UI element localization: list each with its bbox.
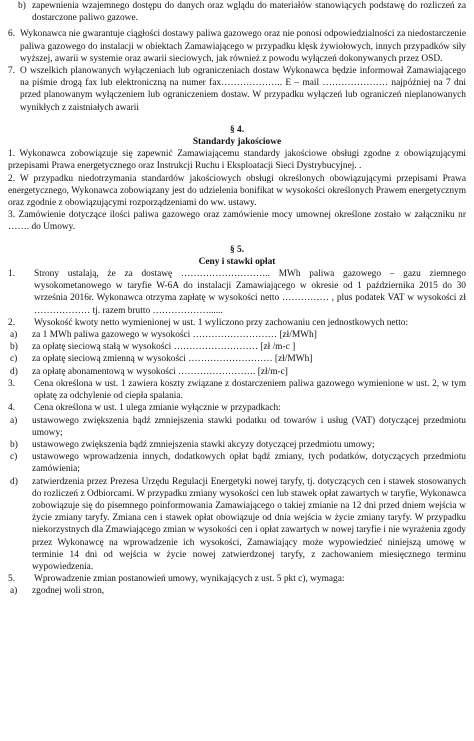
sub-item-label: d) xyxy=(10,366,18,377)
section-4-paragraph-1: 1. Wykonawca zobowiązuje się zapewnić Zamawiającemu standardy jakościowe obsługi zgodne z obowiązującymi przepisami Prawa energetycznego oraz Instrukcji Ruchu i Eksploatacji Sieci Dystrybucyjnej. . xyxy=(8,149,466,172)
section-5-item-5 xyxy=(8,573,466,585)
item-text: Strony ustalają, że za dostawę ……………………….. MWh paliwa gazowego – gazu ziemnego wysokometanowego w taryfie W-6A do instalacji Zamawiającego w okresie od 1 października 2015 do 30 września 2016r. Wykonawca otrzyma zapłatę w wysokości netto …………… , plus podatek VAT w wysokości zł ……………… tj. razem brutto ………………...... xyxy=(34,269,466,316)
list-item-b xyxy=(8,0,466,24)
section-4-paragraph-2: 2. W przypadku niedotrzymania standardów jakościowych obsługi określonych obowiązującymi przepisami Prawa energetycznego, Wykonawca zobowiązany jest do udzielenia bonifikat w wysokości określonych Prawem energetycznym oraz zgodnie z obowiązującymi rozporządzeniami do ww. ustawy. xyxy=(8,173,466,209)
section-5-item-2 xyxy=(8,317,466,329)
sub-item-text: ustawowego wprowadzenia innych, dodatkowych opłat bądź zmiany, tych podatków, dotyczących przedmiotu zamówienia; xyxy=(32,452,466,475)
sub-item-label: a) xyxy=(10,330,18,341)
section-5-item-3 xyxy=(8,378,466,402)
item-number: 2. xyxy=(8,317,16,328)
section-5-item-4 xyxy=(8,402,466,414)
sub-item-text: za opłatę sieciową stałą w wysokości ……………………… [zł /m-c ] xyxy=(32,342,296,353)
section-5-item-5-a xyxy=(8,585,466,597)
section-5-item-4-d xyxy=(8,476,466,574)
section-5-item-2-b xyxy=(8,341,466,353)
sub-item-text: ustawowego zwiększenia bądź zmniejszenia stawki podatku od towarów i usług (VAT) dotyczącej przedmiotu umowy; xyxy=(32,415,466,438)
section-5-item-1 xyxy=(8,268,466,317)
section-4-paragraph-3: 3. Zamówienie dotyczące ilości paliwa gazowego oraz zamówienie mocy umownej określone zostało w załączniku nr ……. do Umowy. xyxy=(8,210,466,233)
sub-item-label: b) xyxy=(10,439,18,450)
section-4-number: § 4. xyxy=(229,124,245,135)
sub-item-label: d) xyxy=(10,476,18,487)
sub-item-text: zgodnej woli stron, xyxy=(32,586,105,597)
sub-item-label: b) xyxy=(10,342,18,353)
section-5-item-2-a xyxy=(8,329,466,341)
item-number: 5. xyxy=(8,574,16,585)
section-5-number: § 5. xyxy=(229,244,245,255)
item-text: Wprowadzenie zmian postanowień umowy, wynikających z ust. 5 pkt c), wymaga: xyxy=(34,574,345,585)
paragraph-number: 6. xyxy=(8,29,16,40)
paragraph-number: 7. xyxy=(8,66,16,77)
sub-item-text: za 1 MWh paliwa gazowego w wysokości ……………………… [zł/MWh] xyxy=(32,330,317,341)
section-5-item-4-b xyxy=(8,439,466,451)
item-number: 4. xyxy=(8,403,16,414)
sub-item-label: c) xyxy=(10,452,18,463)
sub-item-text: za opłatę sieciową zmienną w wysokości ……………………… [zł/MWh] xyxy=(32,354,313,365)
paragraph-item-7 xyxy=(8,65,466,114)
item-number: 3. xyxy=(8,378,16,389)
section-5-item-2-d xyxy=(8,366,466,378)
sub-item-text: ustawowego zwiększenia bądź zmniejszenia stawki akcyzy dotyczącej przedmiotu umowy; xyxy=(32,439,375,450)
paragraph-text: O wszelkich planowanych wyłączeniach lub ograniczeniach dostaw Wykonawca będzie informował Zamawiającego na piśmie drogą fax lub elektroniczną na numer fax……………….. E – mail ………………… najpóźniej na 7 dni przed planowanym wyłączeniem lub ograniczeniem dostaw. W przypadku wyłączeń lub ograniczeń nieplanowanych wynikłych z zaistniałych awarii xyxy=(20,66,466,113)
paragraph-item-6 xyxy=(8,28,466,65)
sub-item-label: c) xyxy=(10,354,18,365)
section-5-item-2-c xyxy=(8,353,466,365)
section-4-title: Standardy jakościowe xyxy=(192,137,282,148)
section-5-item-4-c xyxy=(8,451,466,475)
item-number: 1. xyxy=(8,269,16,280)
sub-item-label: a) xyxy=(10,415,18,426)
item-text: Cena określona w ust. 1 ulega zmianie wyłącznie w przypadkach: xyxy=(34,403,281,414)
section-5-title: Ceny i stawki opłat xyxy=(198,256,276,267)
sub-item-text: za opłatę abonamentową w wysokości ……………………. [zł/m-c] xyxy=(32,366,288,377)
sub-item-text: zatwierdzenia przez Prezesa Urzędu Regulacji Energetyki nowej taryfy, tj. dotyczących cen i stawek stosowanych do rozliczeń z Odbiorcami. W przypadku zmiany wysokości cen lub stawek opłat zawartych w taryfie, Wykonawca zobowiązuje się do pisemnego poinformowania Zamawiającego o takiej zmianie na 12 dni przed dniem wejścia w życie zmiany taryfy. Zmiana cen i stawek opłat obowiązuje od dnia wejścia w życie zmiany taryfy. W przypadku niekorzystnych dla Zmawiającego zmian w wysokości cen i opłat zawartych w nowej taryfie i nie wyrażenia zgody przez Wykonawcę na wprowadzenie ich wysokości, Zamawiający może wypowiedzieć niniejszą umowę w terminie 14 dni od wejścia w życie nowej zatwierdzonej taryfy, z zachowaniem miesięcznego terminu wypowiedzenia. xyxy=(32,476,466,572)
list-item-text: zapewnienia wzajemnego dostępu do danych oraz wglądu do materiałów stanowiących podstawę do rozliczeń za dostarczone paliwo gazowe. xyxy=(32,1,466,24)
section-5-item-4-a xyxy=(8,415,466,439)
item-text: Wysokość kwoty netto wymienionej w ust. 1 wyliczono przy zachowaniu cen jednostkowych netto: xyxy=(34,317,409,328)
sub-item-label: a) xyxy=(10,586,18,597)
item-text: Cena określona w ust. 1 zawiera koszty związane z dostarczeniem paliwa gazowego wymienione w ust. 2, w tym opłatę za odchylenie od ciepła spalania. xyxy=(34,378,466,402)
list-item-label: b) xyxy=(18,1,26,11)
paragraph-text: Wykonawca nie gwarantuje ciągłości dostawy paliwa gazowego oraz nie ponosi odpowiedzialności za niedostarczenie paliwa gazowego do instalacji w obiektach Zamawiającego w przypadku klęsk żywiołowych, innych przypadków siły wyższej, awarii w systemie oraz awarii sieciowych, jak również z powodu wyłączeń dokonywanych przez OSD. xyxy=(20,29,466,64)
